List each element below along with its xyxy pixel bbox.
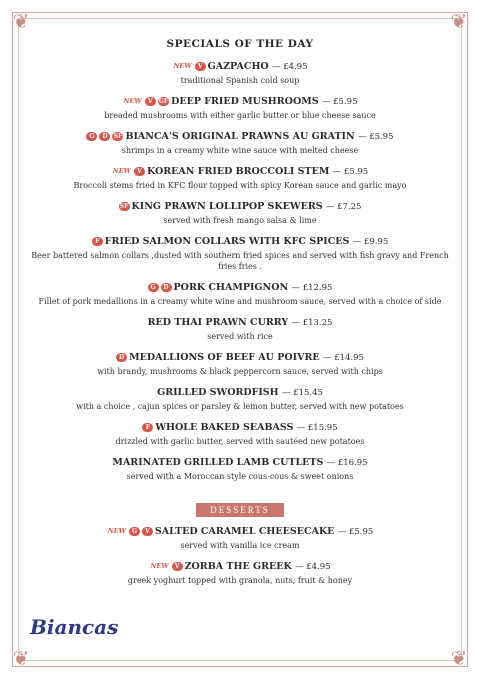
menu-item-price: — £15.45 [281, 388, 323, 398]
menu-item-description: with a choice , cajun spices or parsley & lemon butter, served with new potatoes [76, 402, 404, 411]
menu-item-description: with brandy, mushrooms & black peppercorn sauce, served with chips [97, 367, 383, 376]
menu-item-description: Fillet of pork medallions in a creamy white wine and mushroom sauce, served with a choice of side [38, 297, 442, 306]
menu-item-name: PORK CHAMPIGNON [173, 282, 289, 293]
menu-item-name: SALTED CARAMEL CHEESECAKE [154, 526, 335, 537]
menu-item-name: GAZPACHO [207, 61, 269, 72]
menu-item [30, 60, 450, 86]
menu-item-name: WHOLE BAKED SEABASS [155, 422, 294, 433]
menu-item [30, 456, 450, 482]
dietary-badge-icon: NEW [150, 562, 169, 570]
menu-item-price: — £16.95 [326, 458, 368, 468]
menu-item-price: — £5.95 [358, 132, 394, 142]
menu-item-name: BIANCA'S ORIGINAL PRAWNS AU GRATIN [125, 131, 355, 142]
specials-title: SPECIALS OF THE DAY [166, 38, 314, 50]
menu-item-line [30, 456, 450, 470]
menu-item-name: DEEP FRIED MUSHROOMS [171, 96, 319, 107]
menu-item-description: greek yoghurt topped with granola, nuts, fruit & honey [127, 576, 353, 585]
menu-item [30, 95, 450, 121]
menu-item-description: shrimps in a creamy white wine sauce with melted cheese [121, 146, 359, 155]
dietary-badge-icon: V [195, 62, 206, 71]
ornament-corner-icon: ❦ [450, 9, 468, 33]
menu-item-description: served with vanilla ice cream [180, 541, 300, 550]
ornament-corner-icon: ❦ [450, 646, 468, 670]
menu-item-line [30, 316, 450, 330]
menu-item-line [30, 200, 450, 214]
dietary-badge-icon: G [148, 283, 159, 292]
menu-item-description: drizzled with garlic butter, served with sautéed new potatoes [115, 437, 365, 446]
menu-item-name: MARINATED GRILLED LAMB CUTLETS [112, 457, 324, 468]
dietary-badge-icon: GF [158, 98, 169, 105]
menu-item-price: — £4.95 [295, 562, 331, 572]
menu-item-line [30, 281, 450, 295]
dietary-badge-icon: D [116, 353, 127, 362]
menu-item-description: breaded mushrooms with either garlic butter or blue cheese sauce [104, 111, 376, 120]
menu-item-name: KOREAN FRIED BROCCOLI STEM [146, 166, 330, 177]
dietary-badge-icon: SF [113, 133, 123, 140]
menu-item-line [30, 351, 450, 365]
menu-item-line [30, 235, 450, 249]
menu-item [30, 130, 450, 156]
menu-item [30, 351, 450, 377]
menu-item-line [30, 560, 450, 574]
menu-item-line [30, 165, 450, 179]
menu-item-name: MEDALLIONS OF BEEF AU POIVRE [129, 352, 320, 363]
menu-item [30, 235, 450, 272]
dietary-badge-icon: NEW [112, 167, 131, 175]
dietary-badge-icon: F [142, 423, 153, 432]
desserts-banner: DESSERTS [196, 503, 283, 517]
menu-item-name: FRIED SALMON COLLARS WITH KFC SPICES [104, 236, 350, 247]
menu-item [30, 525, 450, 551]
menu-item-line [30, 386, 450, 400]
menu-content [30, 38, 450, 595]
menu-item-price: — £5.95 [332, 167, 369, 177]
desserts-header [30, 491, 450, 525]
menu-item-description: served with a Moroccan style cous-cous & sweet onions [126, 472, 354, 481]
menu-item [30, 421, 450, 447]
menu-item-line [30, 95, 450, 109]
ornament-corner-icon: ❦ [12, 9, 30, 33]
menu-item-price: — £15.95 [296, 423, 338, 433]
menu-item-price: — £4.95 [272, 62, 308, 72]
menu-item [30, 316, 450, 342]
menu-item-line [30, 421, 450, 435]
menu-item-price: — £5.95 [321, 97, 358, 107]
dietary-badge-icon: V [142, 527, 153, 536]
menu-item-price: — £9.95 [352, 237, 389, 247]
dietary-badge-icon: NEW [107, 527, 126, 535]
dietary-badge-icon: G [129, 527, 140, 536]
menu-item [30, 165, 450, 191]
dietary-badge-icon: V [145, 97, 156, 106]
dietary-badge-icon: V [172, 562, 183, 571]
ornament-corner-icon: ❦ [12, 646, 30, 670]
dietary-badge-icon: D [99, 132, 110, 141]
menu-item-price: — £13.25 [291, 318, 333, 328]
menu-item-description: traditional Spanish cold soup [180, 76, 300, 85]
menu-item-price: — £14.95 [322, 353, 364, 363]
dietary-badge-icon: F [92, 237, 103, 246]
menu-item [30, 560, 450, 586]
menu-item [30, 281, 450, 307]
menu-item [30, 200, 450, 226]
menu-item-line [30, 60, 450, 74]
menu-item-price: — £5.95 [337, 527, 374, 537]
dietary-badge-icon: D [161, 283, 172, 292]
menu-item-description: served with fresh mango salsa & lime [163, 216, 317, 225]
dietary-badge-icon: NEW [123, 97, 142, 105]
menu-item-price: — £7.25 [325, 202, 362, 212]
menu-item-line [30, 130, 450, 144]
desserts-list [30, 525, 450, 586]
specials-list [30, 60, 450, 482]
dietary-badge-icon: V [134, 167, 145, 176]
menu-item [30, 386, 450, 412]
dietary-badge-icon: SF [119, 203, 129, 210]
menu-item-price: — £12.95 [291, 283, 333, 293]
menu-item-name: GRILLED SWORDFISH [157, 387, 279, 398]
dietary-badge-icon: G [86, 132, 97, 141]
menu-item-name: KING PRAWN LOLLIPOP SKEWERS [131, 201, 323, 212]
logo-text: Biancas [30, 615, 119, 639]
restaurant-logo [30, 615, 119, 655]
menu-item-description: Beer battered salmon collars ,dusted with southern fried spices and served with fish gravy and French fries fries . [31, 251, 449, 271]
dietary-badge-icon: NEW [173, 62, 192, 70]
menu-item-name: RED THAI PRAWN CURRY [147, 317, 289, 328]
menu-item-description: served with rice [207, 332, 273, 341]
menu-item-name: ZORBA THE GREEK [184, 561, 292, 572]
menu-item-line [30, 525, 450, 539]
menu-item-description: Broccoli stems fried in KFC flour topped with spicy Korean sauce and garlic mayo [73, 181, 407, 190]
